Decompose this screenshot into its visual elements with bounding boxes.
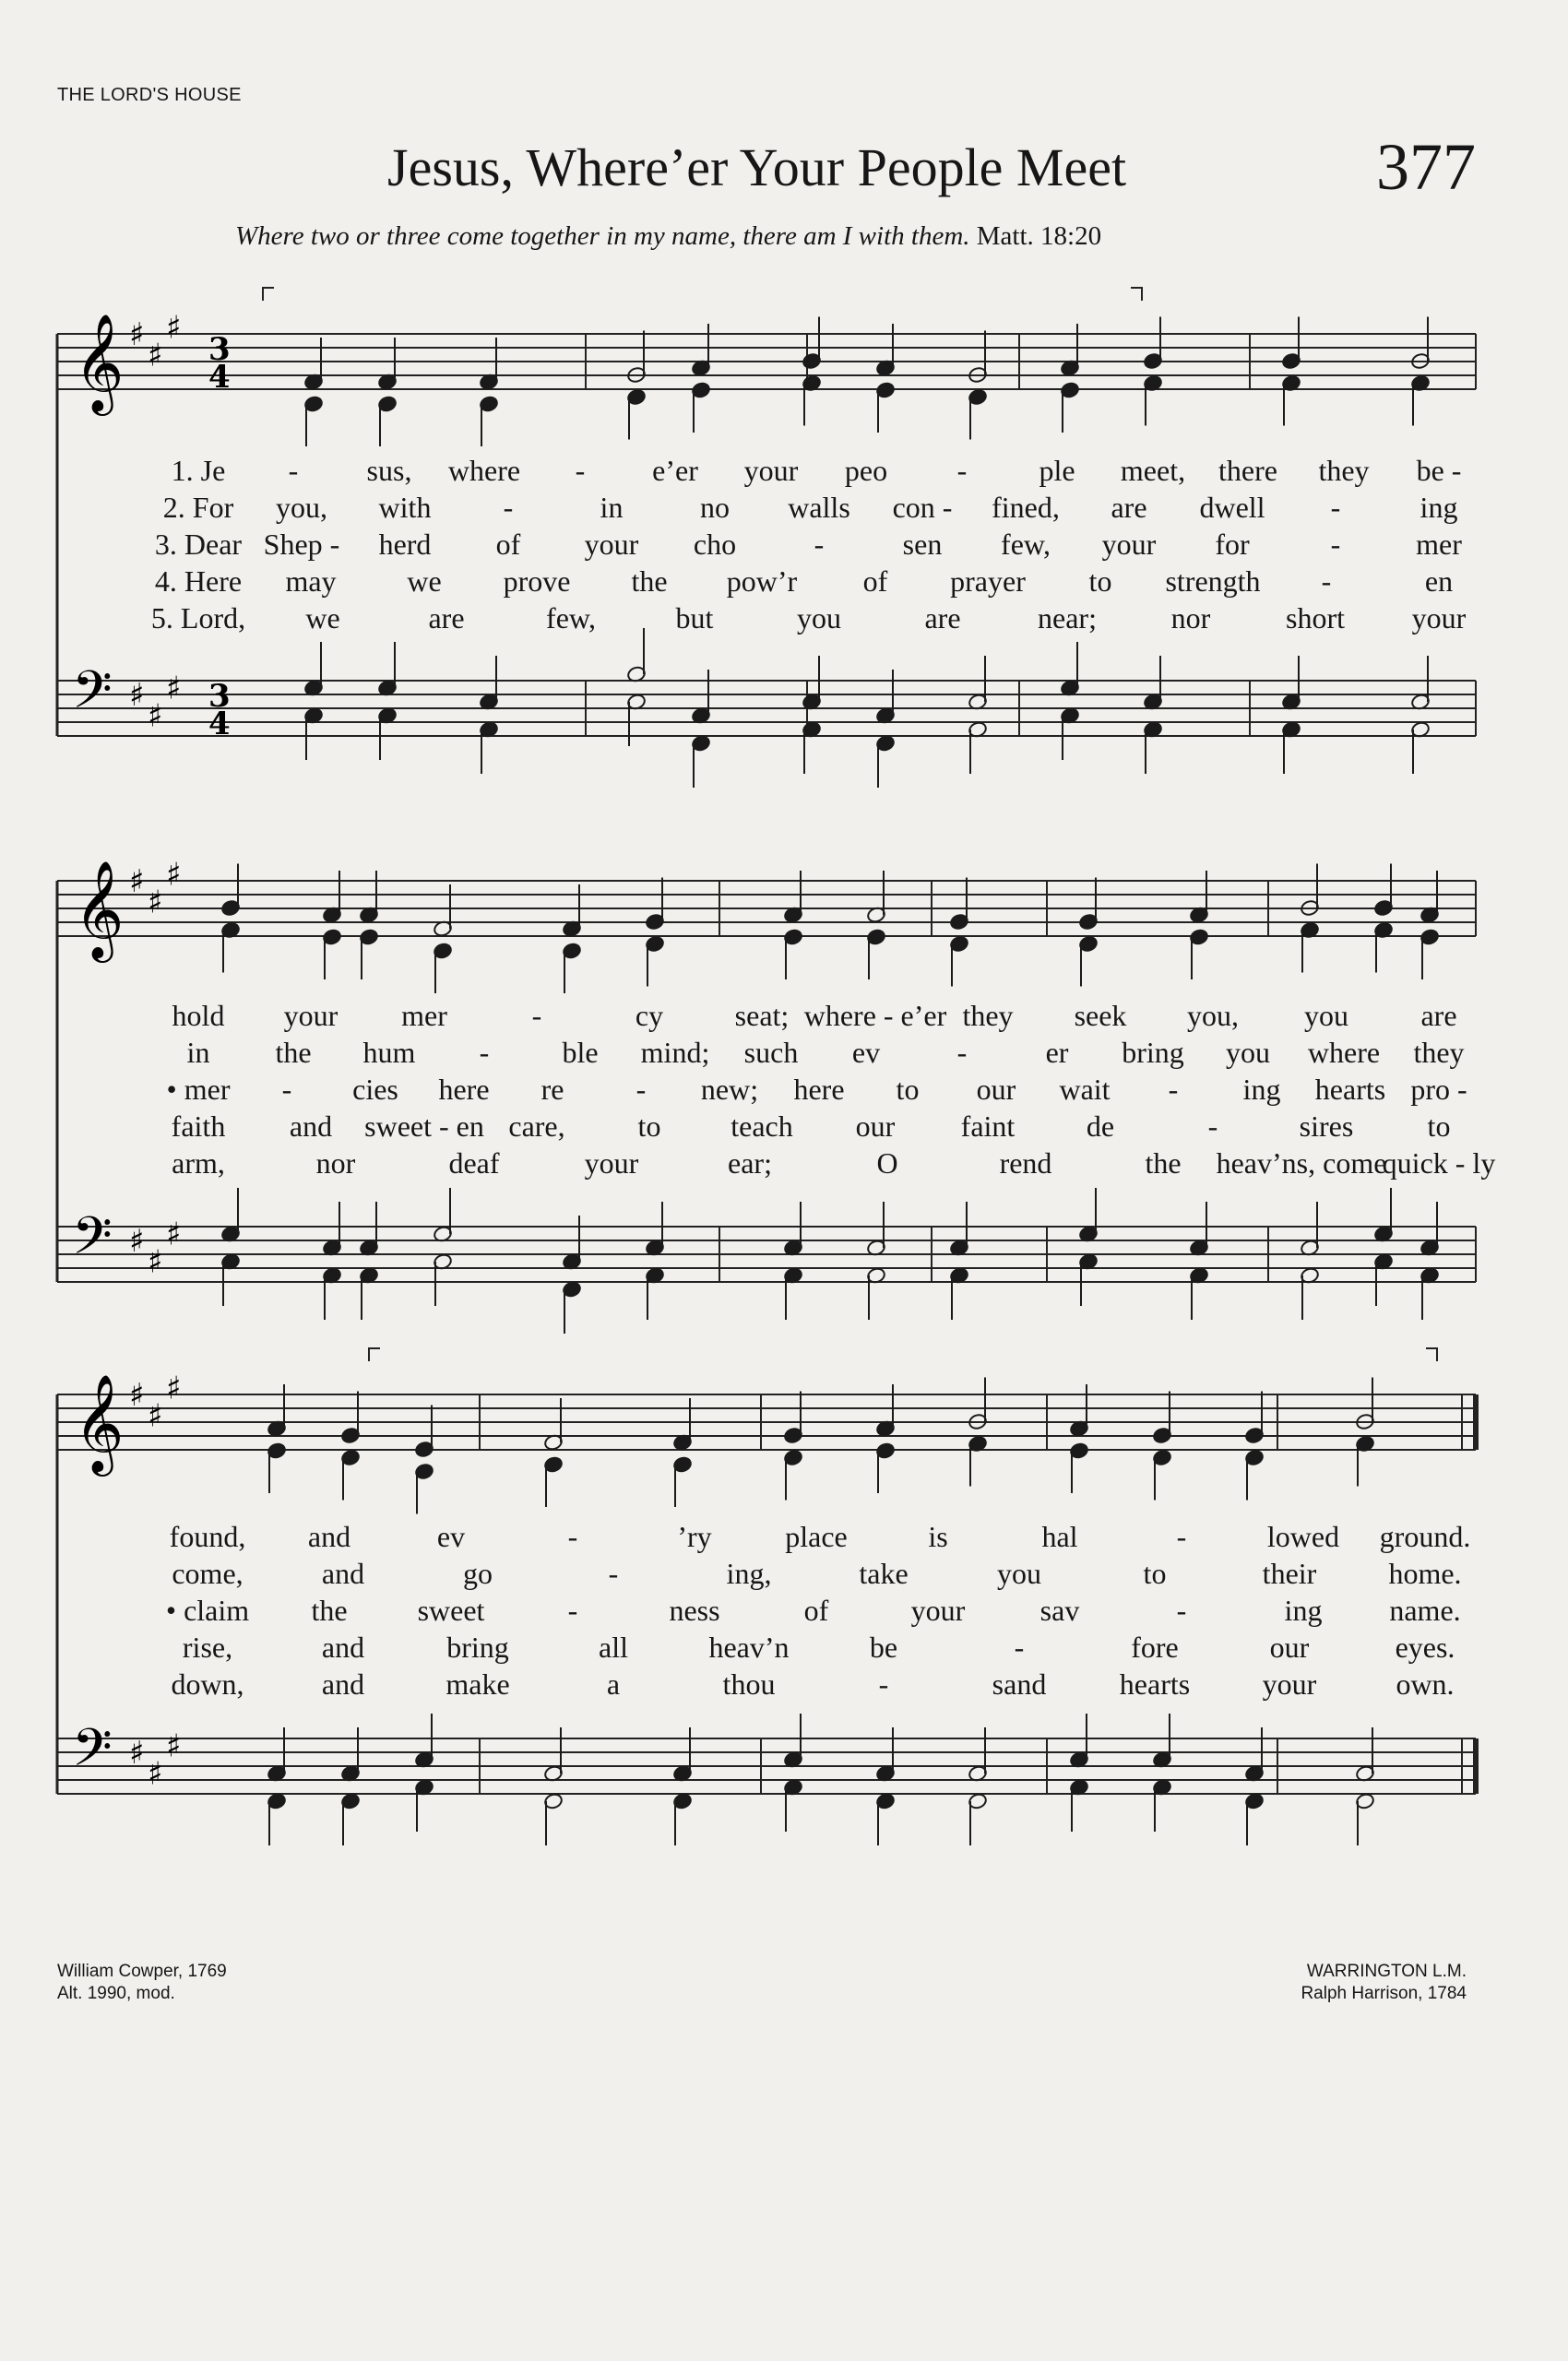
text-author: William Cowper, 1769 (57, 1962, 227, 1981)
lyric-syllable: are (924, 601, 961, 635)
lyrics-line (0, 1073, 1568, 1109)
sharp-icon: ♯ (129, 316, 145, 353)
text-credits (57, 1961, 227, 2005)
hymn-number: 377 (1376, 130, 1476, 204)
lyric-syllable: your (584, 1146, 639, 1180)
lyric-syllable: 3. Dear (154, 528, 243, 561)
lyric-syllable: walls (788, 491, 850, 524)
bass-clef-icon: 𝄢 (72, 1206, 113, 1279)
lyric-syllable: con - (892, 491, 953, 524)
lyric-syllable: of (803, 1594, 829, 1627)
sharp-icon: ♯ (166, 309, 182, 347)
lyric-syllable: hearts (1119, 1667, 1191, 1701)
lyric-syllable: the (1145, 1146, 1182, 1180)
lyric-syllable: you (997, 1557, 1041, 1590)
lyric-syllable: come, (172, 1557, 244, 1590)
lyric-syllable: heav’ns, come (1216, 1146, 1387, 1180)
lyric-syllable: ing, (726, 1557, 772, 1590)
lyric-syllable: found, (169, 1520, 246, 1553)
lyric-syllable: bring (446, 1631, 509, 1664)
lyric-syllable: to (1143, 1557, 1167, 1590)
lyric-syllable: deaf (448, 1146, 500, 1180)
lyric-syllable: but (675, 601, 714, 635)
lyric-syllable: a (606, 1667, 621, 1701)
lyric-syllable: strength (1165, 564, 1261, 598)
lyric-syllable: to (1427, 1109, 1451, 1143)
lyric-syllable: take (859, 1557, 909, 1590)
sharp-icon: ♯ (129, 1377, 145, 1414)
sharp-icon: ♯ (129, 677, 145, 714)
lyric-syllable: cies (352, 1073, 398, 1106)
lyrics-line (0, 601, 1568, 638)
lyric-syllable: ’ry (677, 1520, 712, 1553)
lyric-syllable: sus, (366, 454, 412, 487)
lyric-syllable: home. (1388, 1557, 1462, 1590)
lyric-syllable: our (855, 1109, 896, 1143)
lyric-syllable: and (321, 1631, 365, 1664)
lyric-syllable: own. (1396, 1667, 1455, 1701)
lyric-syllable: all (599, 1631, 628, 1664)
lyric-syllable: few, (1001, 528, 1051, 561)
lyric-syllable: sires (1299, 1109, 1354, 1143)
lyric-syllable: teach (731, 1109, 793, 1143)
lyric-syllable: ple (1039, 454, 1075, 487)
lyric-syllable: - (956, 454, 968, 487)
sharp-icon: ♯ (129, 1223, 145, 1260)
sharp-icon: ♯ (148, 1243, 163, 1281)
lyric-syllable: ing (1284, 1594, 1323, 1627)
lyric-syllable: thou (722, 1667, 776, 1701)
lyric-syllable: herd (378, 528, 432, 561)
epigraph-quote: Where two or three come together in my name, there am I with them. (235, 221, 970, 251)
lyrics-line (0, 999, 1568, 1036)
lyric-syllable: care, (508, 1109, 565, 1143)
lyric-syllable: be (869, 1631, 898, 1664)
lyric-syllable: new; (700, 1073, 759, 1106)
lyric-syllable: - (1176, 1594, 1187, 1627)
lyric-syllable: ev (436, 1520, 466, 1553)
lyric-syllable: there (1218, 454, 1277, 487)
lyric-syllable: your (1411, 601, 1467, 635)
lyric-syllable: • mer (166, 1073, 231, 1106)
lyric-syllable: with (378, 491, 432, 524)
lyric-syllable: are (428, 601, 465, 635)
lyric-syllable: is (928, 1520, 948, 1553)
lyric-syllable: in (600, 491, 624, 524)
lyric-syllable: they (1413, 1036, 1465, 1069)
sharp-icon: ♯ (166, 1370, 182, 1407)
lyric-syllable: dwell (1199, 491, 1265, 524)
sharp-icon: ♯ (129, 863, 145, 900)
lyric-syllable: your (910, 1594, 966, 1627)
sharp-icon: ♯ (148, 1755, 163, 1793)
lyric-syllable: lowed (1266, 1520, 1340, 1553)
phrase-bracket (369, 1348, 380, 1361)
sharp-icon: ♯ (166, 1216, 182, 1253)
lyric-syllable: • claim (165, 1594, 250, 1627)
lyric-syllable: - (814, 528, 825, 561)
treble-clef-icon: 𝄞 (74, 860, 125, 958)
lyric-syllable: 2. For (162, 491, 234, 524)
lyric-syllable: en (1424, 564, 1454, 598)
lyric-syllable: cy (635, 999, 664, 1032)
lyrics-line (0, 491, 1568, 528)
lyrics-line (0, 564, 1568, 601)
time-signature-bottom: 4 (208, 359, 231, 396)
lyric-syllable: bring (1122, 1036, 1184, 1069)
sharp-icon: ♯ (166, 1727, 182, 1765)
lyric-syllable: peo (844, 454, 888, 487)
sharp-icon: ♯ (166, 670, 182, 707)
treble-clef-icon: 𝄞 (74, 1373, 125, 1472)
lyric-syllable: no (700, 491, 730, 524)
lyric-syllable: 4. Here (154, 564, 243, 598)
lyric-syllable: prayer (950, 564, 1026, 598)
sharp-icon: ♯ (148, 1397, 163, 1435)
lyric-syllable: for (1215, 528, 1250, 561)
lyric-syllable: short (1286, 601, 1345, 635)
lyric-syllable: - (531, 999, 542, 1032)
bass-clef-icon: 𝄢 (72, 1718, 113, 1791)
lyric-syllable: ness (669, 1594, 720, 1627)
lyric-syllable: wait (1059, 1073, 1111, 1106)
lyrics-line (0, 1667, 1568, 1704)
scripture-reference: Matt. 18:20 (976, 221, 1102, 251)
time-signature-top: 3 (208, 331, 231, 368)
lyric-syllable: - (288, 454, 299, 487)
lyric-syllable: 5. Lord, (150, 601, 246, 635)
lyric-syllable: er (1045, 1036, 1069, 1069)
lyric-syllable: - (567, 1594, 578, 1627)
sharp-icon: ♯ (148, 884, 163, 921)
lyrics-line (0, 1631, 1568, 1667)
tune-name: WARRINGTON L.M. (1306, 1962, 1467, 1981)
lyric-syllable: our (976, 1073, 1016, 1106)
sharp-icon: ♯ (166, 856, 182, 894)
lyric-syllable: here (793, 1073, 845, 1106)
lyric-syllable: - (608, 1557, 619, 1590)
lyrics-line (0, 1109, 1568, 1146)
lyric-syllable: - (503, 491, 514, 524)
lyric-syllable: your (743, 454, 799, 487)
lyric-syllable: few, (546, 601, 596, 635)
lyric-syllable: hal (1041, 1520, 1078, 1553)
lyric-syllable: ing (1242, 1073, 1281, 1106)
lyric-syllable: you (797, 601, 841, 635)
tune-credits (1301, 1961, 1467, 2005)
lyric-syllable: they (1318, 454, 1370, 487)
lyric-syllable: sand (992, 1667, 1047, 1701)
composer: Ralph Harrison, 1784 (1301, 1984, 1467, 2003)
lyric-syllable: your (584, 528, 639, 561)
lyric-syllable: hearts (1314, 1073, 1386, 1106)
lyric-syllable: nor (315, 1146, 356, 1180)
lyric-syllable: here (438, 1073, 490, 1106)
lyric-syllable: be - (1416, 454, 1462, 487)
lyric-syllable: we (407, 564, 442, 598)
lyric-syllable: - (1330, 491, 1341, 524)
lyric-syllable: near; (1038, 601, 1097, 635)
lyric-syllable: your (283, 999, 339, 1032)
lyrics-line (0, 454, 1568, 491)
lyric-syllable: the (631, 564, 668, 598)
sharp-icon: ♯ (148, 337, 163, 374)
lyric-syllable: arm, (172, 1146, 225, 1180)
lyric-syllable: quick - ly (1382, 1146, 1496, 1180)
lyric-syllable: 1. Je (171, 454, 226, 487)
lyric-syllable: ing (1420, 491, 1458, 524)
lyric-syllable: re (540, 1073, 564, 1106)
lyric-syllable: eyes. (1395, 1631, 1455, 1664)
lyric-syllable: where (447, 454, 521, 487)
text-alteration: Alt. 1990, mod. (57, 1984, 175, 2003)
lyric-syllable: we (305, 601, 340, 635)
lyric-syllable: you (1226, 1036, 1270, 1069)
lyric-syllable: to (637, 1109, 661, 1143)
lyric-syllable: - (956, 1036, 968, 1069)
lyric-syllable: nor (1170, 601, 1211, 635)
lyric-syllable: make (445, 1667, 510, 1701)
lyric-syllable: sav (1039, 1594, 1080, 1627)
lyric-syllable: are (1111, 491, 1147, 524)
lyric-syllable: - (1330, 528, 1341, 561)
lyric-syllable: ble (562, 1036, 599, 1069)
time-signature-top: 3 (208, 678, 231, 715)
lyric-syllable: Shep - (263, 528, 340, 561)
sharp-icon: ♯ (148, 697, 163, 735)
hymn-title: Jesus, Where’er Your People Meet (387, 137, 1127, 197)
lyric-syllable: - (1207, 1109, 1218, 1143)
lyric-syllable: fore (1131, 1631, 1179, 1664)
lyric-syllable: such (743, 1036, 799, 1069)
phrase-bracket (263, 288, 274, 301)
time-signature-bottom: 4 (208, 706, 231, 742)
lyric-syllable: heav’n (708, 1631, 790, 1664)
lyric-syllable: mer (401, 999, 447, 1032)
lyric-syllable: - (1168, 1073, 1179, 1106)
section-label: THE LORD'S HOUSE (57, 85, 242, 105)
lyric-syllable: and (289, 1109, 333, 1143)
lyric-syllable: pow’r (726, 564, 798, 598)
lyrics-line (0, 528, 1568, 564)
lyric-syllable: - (1321, 564, 1332, 598)
lyric-syllable: - (567, 1520, 578, 1553)
lyric-syllable: - (281, 1073, 292, 1106)
lyric-syllable: - (1176, 1520, 1187, 1553)
lyric-syllable: of (862, 564, 888, 598)
lyric-syllable: your (1262, 1667, 1317, 1701)
lyric-syllable: rend (999, 1146, 1052, 1180)
lyric-syllable: sweet - en (364, 1109, 484, 1143)
lyric-syllable: faint (960, 1109, 1016, 1143)
lyric-syllable: may (285, 564, 337, 598)
lyric-syllable: ground. (1379, 1520, 1471, 1553)
lyric-syllable: they (962, 999, 1014, 1032)
lyric-syllable: go (463, 1557, 493, 1590)
lyric-syllable: O (876, 1146, 898, 1180)
phrase-bracket (1131, 288, 1142, 301)
lyric-syllable: seat; (734, 999, 790, 1032)
phrase-bracket (1426, 1348, 1437, 1361)
lyric-syllable: where (1307, 1036, 1381, 1069)
lyric-syllable: mer (1416, 528, 1462, 561)
lyric-syllable: de (1086, 1109, 1115, 1143)
lyric-syllable: their (1262, 1557, 1317, 1590)
lyric-syllable: hum (362, 1036, 416, 1069)
lyric-syllable: faith (171, 1109, 226, 1143)
lyric-syllable: cho (693, 528, 737, 561)
lyric-syllable: - (1014, 1631, 1025, 1664)
lyric-syllable: hold (172, 999, 225, 1032)
lyric-syllable: you (1304, 999, 1348, 1032)
lyric-syllable: - (878, 1667, 889, 1701)
lyric-syllable: prove (503, 564, 571, 598)
lyric-syllable: the (311, 1594, 348, 1627)
lyric-syllable: pro - (1410, 1073, 1467, 1106)
lyric-syllable: and (321, 1667, 365, 1701)
sharp-icon: ♯ (129, 1735, 145, 1772)
lyrics-line (0, 1146, 1568, 1183)
lyric-syllable: down, (171, 1667, 244, 1701)
bass-clef-icon: 𝄢 (72, 660, 113, 733)
lyric-syllable: ev (851, 1036, 881, 1069)
lyric-syllable: our (1269, 1631, 1310, 1664)
lyric-syllable: and (307, 1520, 351, 1553)
lyric-syllable: and (321, 1557, 365, 1590)
lyric-syllable: the (275, 1036, 312, 1069)
lyric-syllable: to (896, 1073, 920, 1106)
lyric-syllable: sen (902, 528, 943, 561)
lyrics-line (0, 1594, 1568, 1631)
lyrics-line (0, 1520, 1568, 1557)
lyric-syllable: mind; (640, 1036, 710, 1069)
lyric-syllable: you, (276, 491, 327, 524)
treble-clef-icon: 𝄞 (74, 313, 125, 411)
lyric-syllable: sweet (417, 1594, 485, 1627)
lyric-syllable: rise, (182, 1631, 233, 1664)
lyric-syllable: your (1101, 528, 1157, 561)
lyric-syllable: place (785, 1520, 848, 1553)
lyric-syllable: fined, (992, 491, 1060, 524)
lyric-syllable: are (1420, 999, 1457, 1032)
lyric-syllable: - (636, 1073, 647, 1106)
lyric-syllable: - (479, 1036, 490, 1069)
lyrics-line (0, 1557, 1568, 1594)
lyric-syllable: - (575, 454, 586, 487)
lyric-syllable: to (1088, 564, 1112, 598)
lyric-syllable: e’er (652, 454, 698, 487)
lyric-syllable: seek (1074, 999, 1127, 1032)
lyric-syllable: meet, (1120, 454, 1186, 487)
lyric-syllable: where - e’er (803, 999, 947, 1032)
lyric-syllable: name. (1389, 1594, 1461, 1627)
lyric-syllable: you, (1187, 999, 1239, 1032)
lyrics-line (0, 1036, 1568, 1073)
lyric-syllable: of (495, 528, 521, 561)
lyric-syllable: ear; (728, 1146, 772, 1180)
lyric-syllable: in (186, 1036, 210, 1069)
